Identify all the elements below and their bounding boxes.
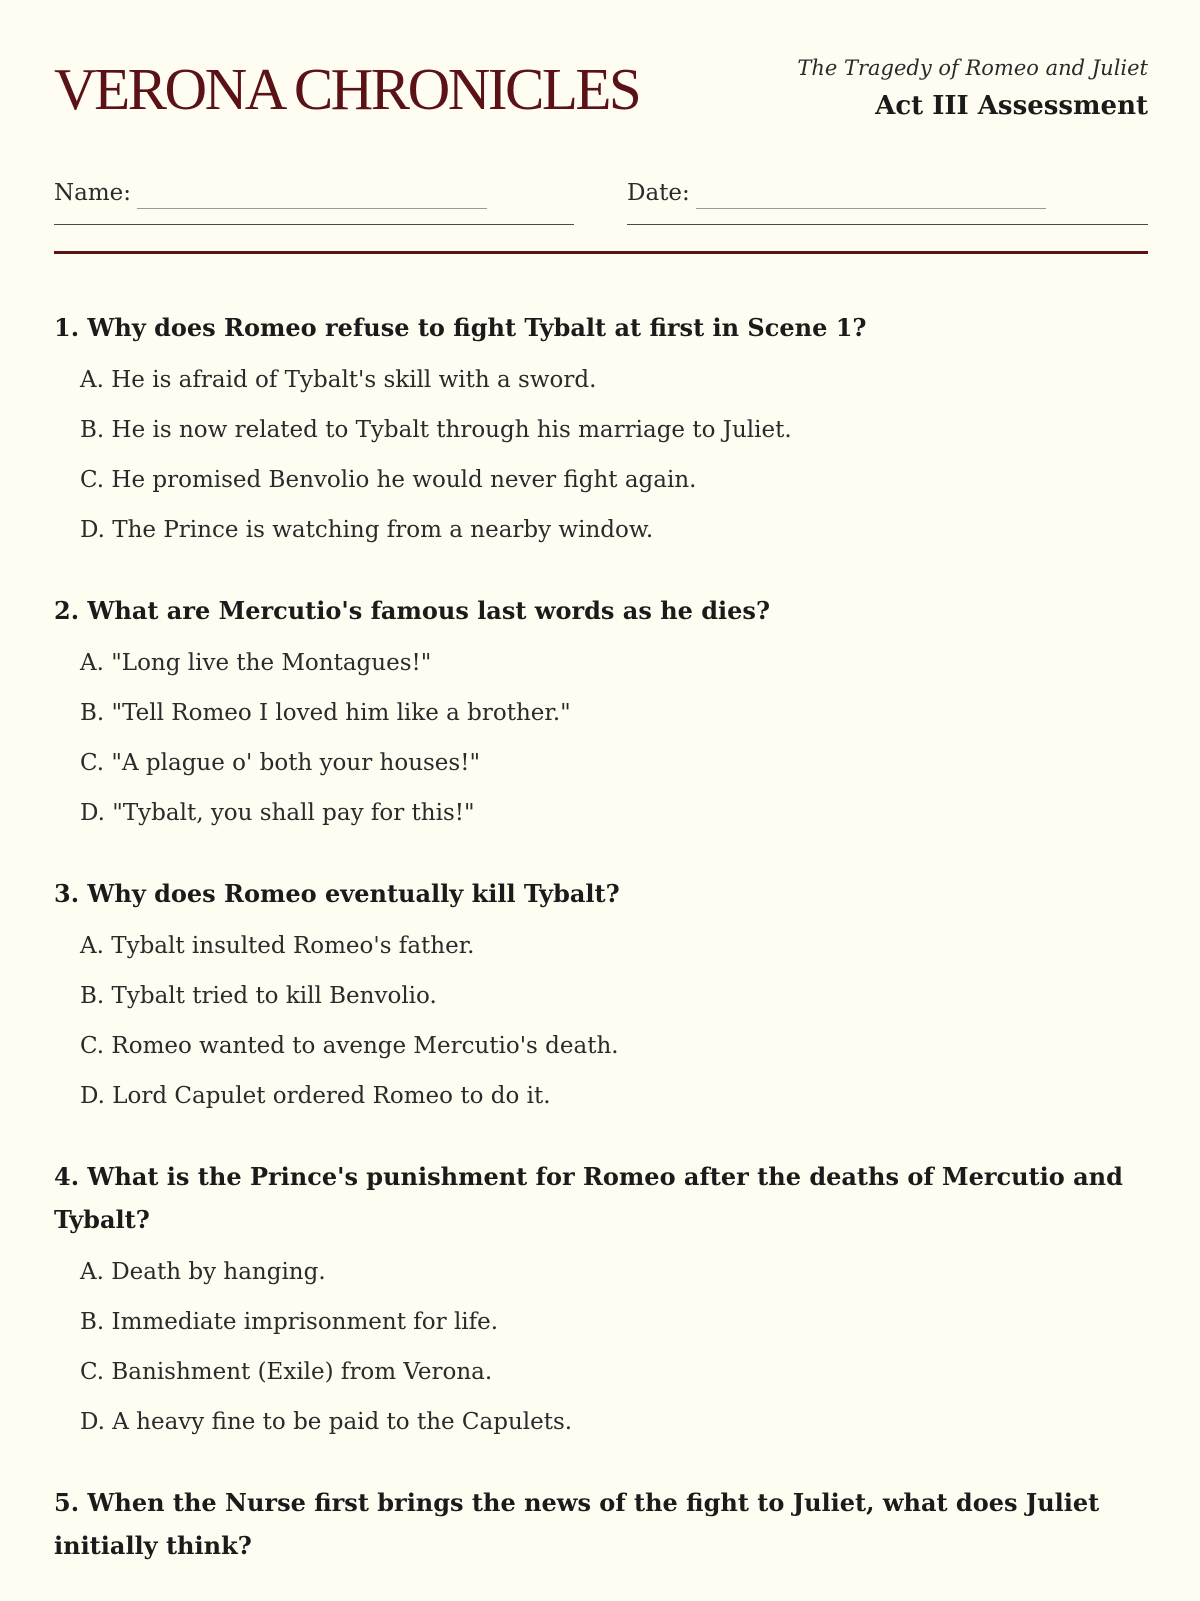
assessment-title: Act III Assessment: [875, 91, 1148, 122]
question-2: [54, 589, 1148, 838]
date-blank-line[interactable]: [696, 180, 1046, 209]
question-text: 5. When the Nurse first brings the news of the fight to Juliet, what does Juliet initially think?: [54, 1488, 1100, 1560]
date-field[interactable]: [627, 180, 1148, 225]
answer-option-d[interactable]: D. The Prince is watching from a nearby window.: [80, 517, 654, 543]
answer-option-b[interactable]: B. Immediate imprisonment for life.: [80, 1309, 499, 1335]
play-subtitle: The Tragedy of Romeo and Juliet: [797, 56, 1148, 80]
answer-option-b[interactable]: B. "Tell Romeo I loved him like a brother.": [80, 700, 571, 726]
answer-options: [54, 1247, 1148, 1447]
answer-option-a[interactable]: A. He is afraid of Tybalt's skill with a sword.: [80, 367, 597, 393]
answer-option-c[interactable]: C. Banishment (Exile) from Verona.: [80, 1359, 493, 1385]
question-text: 1. Why does Romeo refuse to fight Tybalt at first in Scene 1?: [54, 313, 867, 342]
brand-title: VERONA CHRONICLES: [54, 56, 640, 122]
question-4: [54, 1155, 1148, 1447]
date-label: Date:: [627, 180, 690, 206]
answer-option-d[interactable]: D. "Tybalt, you shall pay for this!": [80, 800, 475, 826]
name-blank-line[interactable]: [137, 180, 487, 209]
question-3: [54, 872, 1148, 1121]
question-text: 4. What is the Prince's punishment for Romeo after the deaths of Mercutio and Tybalt?: [54, 1162, 1123, 1234]
name-label: Name:: [54, 180, 132, 206]
answer-option-d[interactable]: D. A heavy fine to be paid to the Capulets.: [80, 1409, 573, 1435]
answer-option-c[interactable]: C. He promised Benvolio he would never fight again.: [80, 467, 697, 493]
answer-option-a[interactable]: A. Tybalt insulted Romeo's father.: [80, 933, 475, 959]
question-5: [54, 1481, 1148, 1567]
student-info-fields: [54, 180, 1148, 225]
masthead: [54, 0, 1148, 150]
answer-option-a[interactable]: A. Death by hanging.: [80, 1259, 326, 1285]
question-1: [54, 306, 1148, 555]
assessment-meta: [797, 56, 1148, 122]
worksheet-page: [54, 0, 1148, 1560]
answer-option-d[interactable]: D. Lord Capulet ordered Romeo to do it.: [80, 1083, 551, 1109]
answer-option-b[interactable]: B. He is now related to Tybalt through his marriage to Juliet.: [80, 417, 792, 443]
question-text: 3. Why does Romeo eventually kill Tybalt?: [54, 879, 620, 908]
answer-option-b[interactable]: B. Tybalt tried to kill Benvolio.: [80, 983, 437, 1009]
question-text: 2. What are Mercutio's famous last words as he dies?: [54, 596, 771, 625]
answer-options: [54, 355, 1148, 555]
name-field[interactable]: [54, 180, 574, 225]
answer-options: [54, 638, 1148, 838]
answer-option-c[interactable]: C. Romeo wanted to avenge Mercutio's death.: [80, 1033, 619, 1059]
answer-option-c[interactable]: C. "A plague o' both your houses!": [80, 750, 481, 776]
header-divider: [54, 251, 1148, 254]
question-list: [54, 306, 1148, 1601]
answer-options: [54, 921, 1148, 1121]
answer-option-a[interactable]: A. "Long live the Montagues!": [80, 650, 432, 676]
